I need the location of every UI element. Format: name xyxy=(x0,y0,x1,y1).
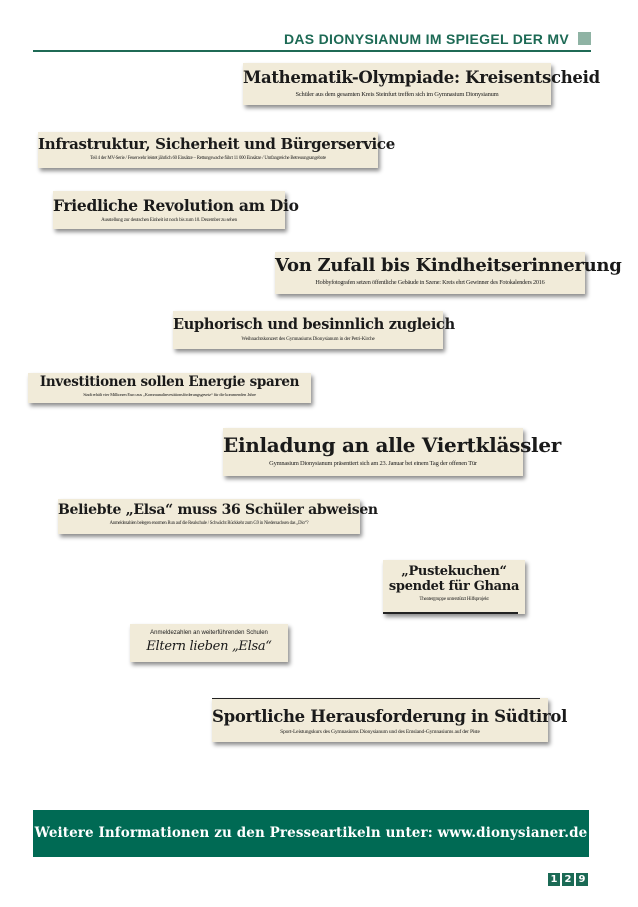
clipping-subline: Anmeldezahlen belegen enormen Run auf die Realschule / Schwächt Rückkehr zum G9 in Niedersachsen das „Dio“? xyxy=(109,521,309,526)
clipping-subline: Stadt erhält vier Millionen Euro aus „Kommunalinvestitionsförderungsgesetz“ für die kommenden Jahre xyxy=(83,392,256,397)
clipping-investitionen xyxy=(28,373,311,403)
clipping-subline: Schüler aus dem gesamten Kreis Steinfurt treffen sich im Gymnasium Dionysianum xyxy=(295,91,499,98)
clipping-headline-line1: „Pustekuchen“ xyxy=(401,564,507,579)
clipping-headline: Infrastruktur, Sicherheit und Bürgerservice xyxy=(38,135,396,153)
clipping-subline: Teil 4 der MV-Serie / Feuerwehr leistet jährlich 60 Einsätze – Rettungswache führt 11 000 Einsätze / Umfangreiche Betreuungsangebote xyxy=(90,156,326,161)
clipping-subline: Hobbyfotografen setzen öffentliche Gebäude in Szene: Kreis ehrt Gewinner des Fotokalenders 2016 xyxy=(315,279,545,286)
clipping-friedliche-revolution xyxy=(53,191,299,229)
footer-text: Weitere Informationen zu den Presseartikeln unter: www.dionysianer.de xyxy=(34,825,588,841)
clipping-headline: Einladung an alle Viertklässler xyxy=(223,433,562,457)
clipping-einladung xyxy=(223,428,562,476)
clipping-top-rule xyxy=(212,698,540,699)
page-number xyxy=(548,873,588,886)
clipping-headline: Investitionen sollen Energie sparen xyxy=(39,374,300,390)
page-title: DAS DIONYSIANUM IM SPIEGEL DER MV xyxy=(283,31,569,47)
clipping-headline: Mathematik-Olympiade: Kreisentscheid xyxy=(243,68,600,87)
clipping-headline-line2: spendet für Ghana xyxy=(388,579,520,594)
header-square-icon xyxy=(578,32,591,45)
clipping-subline: Sport-Leistungskurs des Gymnasiums Dionysianum und des Emsland-Gymnasiums auf der Piste xyxy=(280,729,480,735)
page-header xyxy=(33,26,591,52)
clipping-euphorisch xyxy=(173,311,455,349)
clipping-mathematik-olympiade xyxy=(243,63,600,105)
clipping-sportliche-herausforderung xyxy=(212,698,568,742)
clipping-headline: Von Zufall bis Kindheitserinnerung xyxy=(275,255,622,276)
clipping-cut-edge xyxy=(383,612,518,614)
clipping-subline: Gymnasium Dionysianum präsentiert sich am 23. Januar bei einem Tag der offenen Tür xyxy=(269,460,477,467)
clipping-headline: Euphorisch und besinnlich zugleich xyxy=(173,316,455,333)
clipping-headline: Sportliche Herausforderung in Südtirol xyxy=(212,707,568,726)
clipping-headline: Beliebte „Elsa“ muss 36 Schüler abweisen xyxy=(58,502,378,518)
clipping-von-zufall xyxy=(275,252,622,294)
footer-info-bar xyxy=(33,810,589,857)
page-number-digit: 1 xyxy=(548,873,560,886)
clipping-subline: Theatergruppe unterstützt Hilfsprojekt xyxy=(419,597,489,602)
page-number-digit: 9 xyxy=(576,873,588,886)
clipping-subline: Ausstellung zur deutschen Einheit ist noch bis zum 10. Dezember zu sehen xyxy=(101,218,237,223)
clipping-subline: Weihnachtskonzert des Gymnasiums Dionysianum in der Petri-Kirche xyxy=(241,336,375,342)
clipping-infrastruktur xyxy=(38,132,396,168)
clipping-beliebte-elsa xyxy=(58,499,378,534)
clipping-eltern-lieben-elsa xyxy=(130,624,288,662)
clipping-headline: Friedliche Revolution am Dio xyxy=(53,196,299,215)
clipping-kicker: Anmeldezahlen an weiterführenden Schulen xyxy=(150,630,268,636)
clipping-pustekuchen xyxy=(383,560,525,614)
clipping-headline: Eltern lieben „Elsa“ xyxy=(146,639,272,654)
page-number-digit: 2 xyxy=(562,873,574,886)
